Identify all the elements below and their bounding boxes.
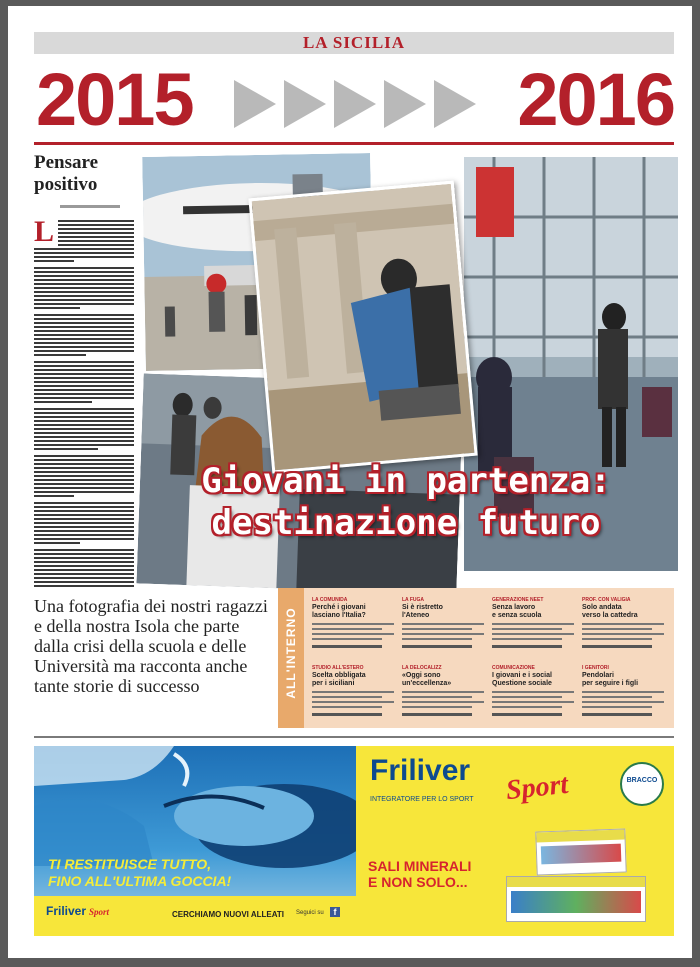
page-ref (402, 645, 472, 648)
text-line (492, 701, 574, 703)
text-line (34, 479, 134, 481)
text-line (402, 706, 472, 708)
text-line (312, 691, 394, 693)
text-line (58, 244, 134, 246)
text-line (34, 338, 134, 340)
text-line (34, 455, 134, 457)
text-line (34, 483, 134, 485)
inside-item-title: Questione sociale (492, 680, 552, 687)
text-line (34, 549, 134, 551)
text-line (492, 706, 562, 708)
text-line (34, 303, 134, 305)
ad-brand-sport: Sport (504, 768, 570, 807)
editorial-body (34, 216, 134, 591)
ad-small-brand-sport: Sport (89, 907, 110, 917)
text-line (492, 633, 574, 635)
text-line (34, 412, 134, 414)
inside-item-title: lasciano l'Italia? (312, 612, 366, 619)
text-line (34, 542, 80, 544)
inside-label: ALL'INTERNO (284, 607, 298, 699)
text-line (34, 495, 74, 497)
text-line (34, 420, 134, 422)
page-ref (492, 713, 562, 716)
year-from: 2015 (36, 58, 193, 141)
text-line (34, 408, 134, 410)
ad-brand-logo (370, 754, 470, 788)
text-line (34, 487, 134, 489)
text-line (312, 623, 394, 625)
text-line (34, 354, 86, 356)
text-line (312, 638, 382, 640)
text-line (34, 463, 134, 465)
headline-line2: destinazione futuro (211, 503, 601, 543)
bracco-seal (620, 762, 664, 806)
text-line (58, 232, 134, 234)
text-line (402, 638, 472, 640)
arrow-icon (334, 80, 376, 128)
inside-item-title: Senza lavoro (492, 604, 536, 611)
text-line (34, 506, 134, 508)
inside-item-title: l'Ateneo (402, 612, 430, 619)
page-ref (492, 645, 562, 648)
inside-item-section: PROF. CON VALIGIA (582, 597, 631, 603)
text-line (34, 322, 134, 324)
text-line (34, 553, 134, 555)
text-line (492, 638, 562, 640)
newspaper-page (8, 6, 692, 958)
text-line (492, 691, 574, 693)
text-line (34, 581, 134, 583)
inside-item (402, 664, 488, 728)
page-ref (582, 713, 652, 716)
text-line (34, 436, 134, 438)
text-line (34, 365, 134, 367)
product-box-1 (535, 828, 626, 875)
headline-line1: Giovani in partenza: (201, 461, 611, 501)
inside-item-title: Pendolari (582, 672, 614, 679)
page-ref (312, 713, 382, 716)
byline (60, 205, 120, 208)
inside-tab (278, 588, 304, 728)
inside-box (278, 588, 674, 728)
text-line (402, 633, 484, 635)
text-line (582, 633, 664, 635)
ad-subtitle: INTEGRATORE PER LO SPORT (370, 796, 474, 803)
text-line (34, 307, 80, 309)
editorial-title (34, 152, 134, 196)
text-line (58, 240, 134, 242)
text-line (34, 267, 134, 269)
inside-item (582, 664, 668, 728)
text-line (402, 696, 472, 698)
product-box-2 (506, 876, 646, 922)
year-to: 2016 (517, 58, 674, 141)
text-line (582, 691, 664, 693)
page-ref (582, 645, 652, 648)
text-line (58, 224, 134, 226)
text-line (34, 318, 134, 320)
inside-item-title: I giovani e i social (492, 672, 552, 679)
text-line (34, 569, 134, 571)
ad-social-text: Seguici su (296, 910, 324, 916)
text-line (34, 377, 134, 379)
text-line (34, 526, 134, 528)
text-line (34, 534, 134, 536)
text-line (34, 538, 134, 540)
page-ref (402, 713, 472, 716)
ad-image (34, 746, 356, 936)
text-line (34, 283, 134, 285)
arrow-icon (284, 80, 326, 128)
text-line (34, 334, 134, 336)
text-line (34, 475, 134, 477)
text-line (402, 691, 484, 693)
text-line (34, 467, 134, 469)
inside-item-section: GENERAZIONE NEET (492, 597, 544, 603)
text-line (34, 275, 134, 277)
inside-item (402, 596, 488, 660)
inside-item (312, 664, 398, 728)
text-line (34, 424, 134, 426)
text-line (58, 228, 134, 230)
text-line (34, 381, 134, 383)
inside-item (492, 596, 578, 660)
ad-tagline (368, 858, 471, 890)
text-line (34, 401, 92, 403)
text-line (492, 696, 562, 698)
facebook-icon[interactable]: f (330, 907, 340, 917)
ad-slogan-line2: FINO ALL'ULTIMA GOCCIA! (48, 873, 232, 889)
text-line (34, 448, 98, 450)
inside-item-section: LA DELOCALIZZ (402, 665, 442, 671)
dropcap: L (34, 215, 55, 248)
text-line (34, 299, 134, 301)
text-line (312, 701, 394, 703)
text-line (34, 252, 134, 254)
text-line (34, 585, 134, 587)
text-line (492, 628, 562, 630)
text-line (582, 701, 664, 703)
text-line (582, 628, 652, 630)
text-line (34, 565, 134, 567)
ad-bottom-strip (34, 896, 356, 936)
editorial-title-line2: positivo (34, 174, 98, 195)
text-line (34, 514, 134, 516)
inside-item-section: COMUNICAZIONE (492, 665, 535, 671)
text-line (34, 510, 134, 512)
text-line (34, 260, 74, 262)
text-line (34, 428, 134, 430)
inside-item-title: un'eccellenza» (402, 680, 452, 687)
text-line (34, 440, 134, 442)
ad-small-brand: Friliver (46, 904, 87, 918)
text-line (34, 330, 134, 332)
text-line (34, 350, 134, 352)
main-headline (136, 460, 676, 544)
inside-item-section: I GENITORI (582, 665, 609, 671)
text-line (34, 444, 134, 446)
masthead-rule (34, 142, 674, 145)
inside-item-title: «Oggi sono (402, 672, 441, 679)
text-line (34, 502, 134, 504)
ad-separator (34, 736, 674, 738)
arrows-graphic (234, 80, 489, 128)
text-line (312, 696, 382, 698)
text-line (582, 623, 664, 625)
text-line (402, 628, 472, 630)
ad-tagline-line1: SALI MINERALI (368, 858, 472, 874)
ad-tagline-line2: E NON SOLO... (368, 874, 468, 890)
text-line (34, 295, 134, 297)
inside-item-title: verso la cattedra (582, 612, 638, 619)
inside-item (492, 664, 578, 728)
text-line (58, 220, 134, 222)
text-line (34, 432, 134, 434)
text-line (58, 236, 134, 238)
inside-item-title: Si è ristretto (402, 604, 443, 611)
inside-item (582, 596, 668, 660)
masthead-bar (34, 32, 674, 54)
text-line (34, 326, 134, 328)
ad-footer-text: CERCHIAMO NUOVI ALLEATI (172, 910, 284, 919)
backpack-photo (248, 181, 477, 474)
text-line (582, 706, 652, 708)
text-line (34, 518, 134, 520)
page-ref (312, 645, 382, 648)
text-line (34, 530, 134, 532)
ad-brand: Friliver (370, 754, 471, 787)
inside-item-section: STUDIO ALL'ESTERO (312, 665, 364, 671)
text-line (34, 361, 134, 363)
text-line (34, 369, 134, 371)
text-line (34, 256, 134, 258)
text-line (34, 561, 134, 563)
editorial-title-line1: Pensare (34, 152, 99, 173)
ad-brand-panel (356, 746, 674, 936)
text-line (34, 397, 134, 399)
text-line (312, 633, 394, 635)
ad-small-logo (46, 904, 109, 919)
arrow-icon (434, 80, 476, 128)
arrow-icon (384, 80, 426, 128)
ad-slogan-line1: TI RESTITUISCE TUTTO, (48, 856, 212, 872)
text-line (34, 577, 134, 579)
ad-slogan (48, 856, 231, 890)
text-line (492, 623, 574, 625)
text-line (34, 279, 134, 281)
text-line (34, 471, 134, 473)
text-line (402, 623, 484, 625)
text-line (582, 638, 652, 640)
text-line (34, 291, 134, 293)
inside-item-title: per i siciliani (312, 680, 355, 687)
text-line (34, 557, 134, 559)
text-line (34, 491, 134, 493)
text-line (582, 696, 652, 698)
text-line (34, 287, 134, 289)
inside-item-title: e senza scuola (492, 612, 542, 619)
inside-item-title: per seguire i figli (582, 680, 639, 687)
arrow-icon (234, 80, 276, 128)
text-line (34, 385, 134, 387)
masthead: LA SICILIA (302, 33, 406, 52)
bracco-seal-label: BRACCO (626, 777, 658, 784)
advertisement (34, 746, 674, 936)
text-line (34, 389, 134, 391)
text-line (34, 522, 134, 524)
text-line (34, 314, 134, 316)
text-line (34, 416, 134, 418)
text-line (34, 342, 134, 344)
inside-item (312, 596, 398, 660)
text-line (34, 373, 134, 375)
text-line (34, 393, 134, 395)
text-line (34, 271, 134, 273)
inside-item-title: Solo andata (582, 604, 622, 611)
text-line (402, 701, 484, 703)
inside-item-section: LA FUGA (402, 597, 425, 603)
text-line (312, 628, 382, 630)
text-line (312, 706, 382, 708)
text-line (34, 459, 134, 461)
inside-item-title: Perché i giovani (312, 604, 366, 611)
inside-item-title: Scelta obbligata (312, 672, 366, 679)
text-line (34, 573, 134, 575)
text-line (34, 346, 134, 348)
text-line (34, 248, 134, 250)
summary-text: Una fotografia dei nostri ragazzi e della nostra Isola che parte dalla crisi della scuola e delle Università ma racconta anche tante storie di successo (34, 596, 268, 696)
inside-item-section: LA COMUNIDA (312, 597, 348, 603)
years-banner (34, 58, 674, 144)
